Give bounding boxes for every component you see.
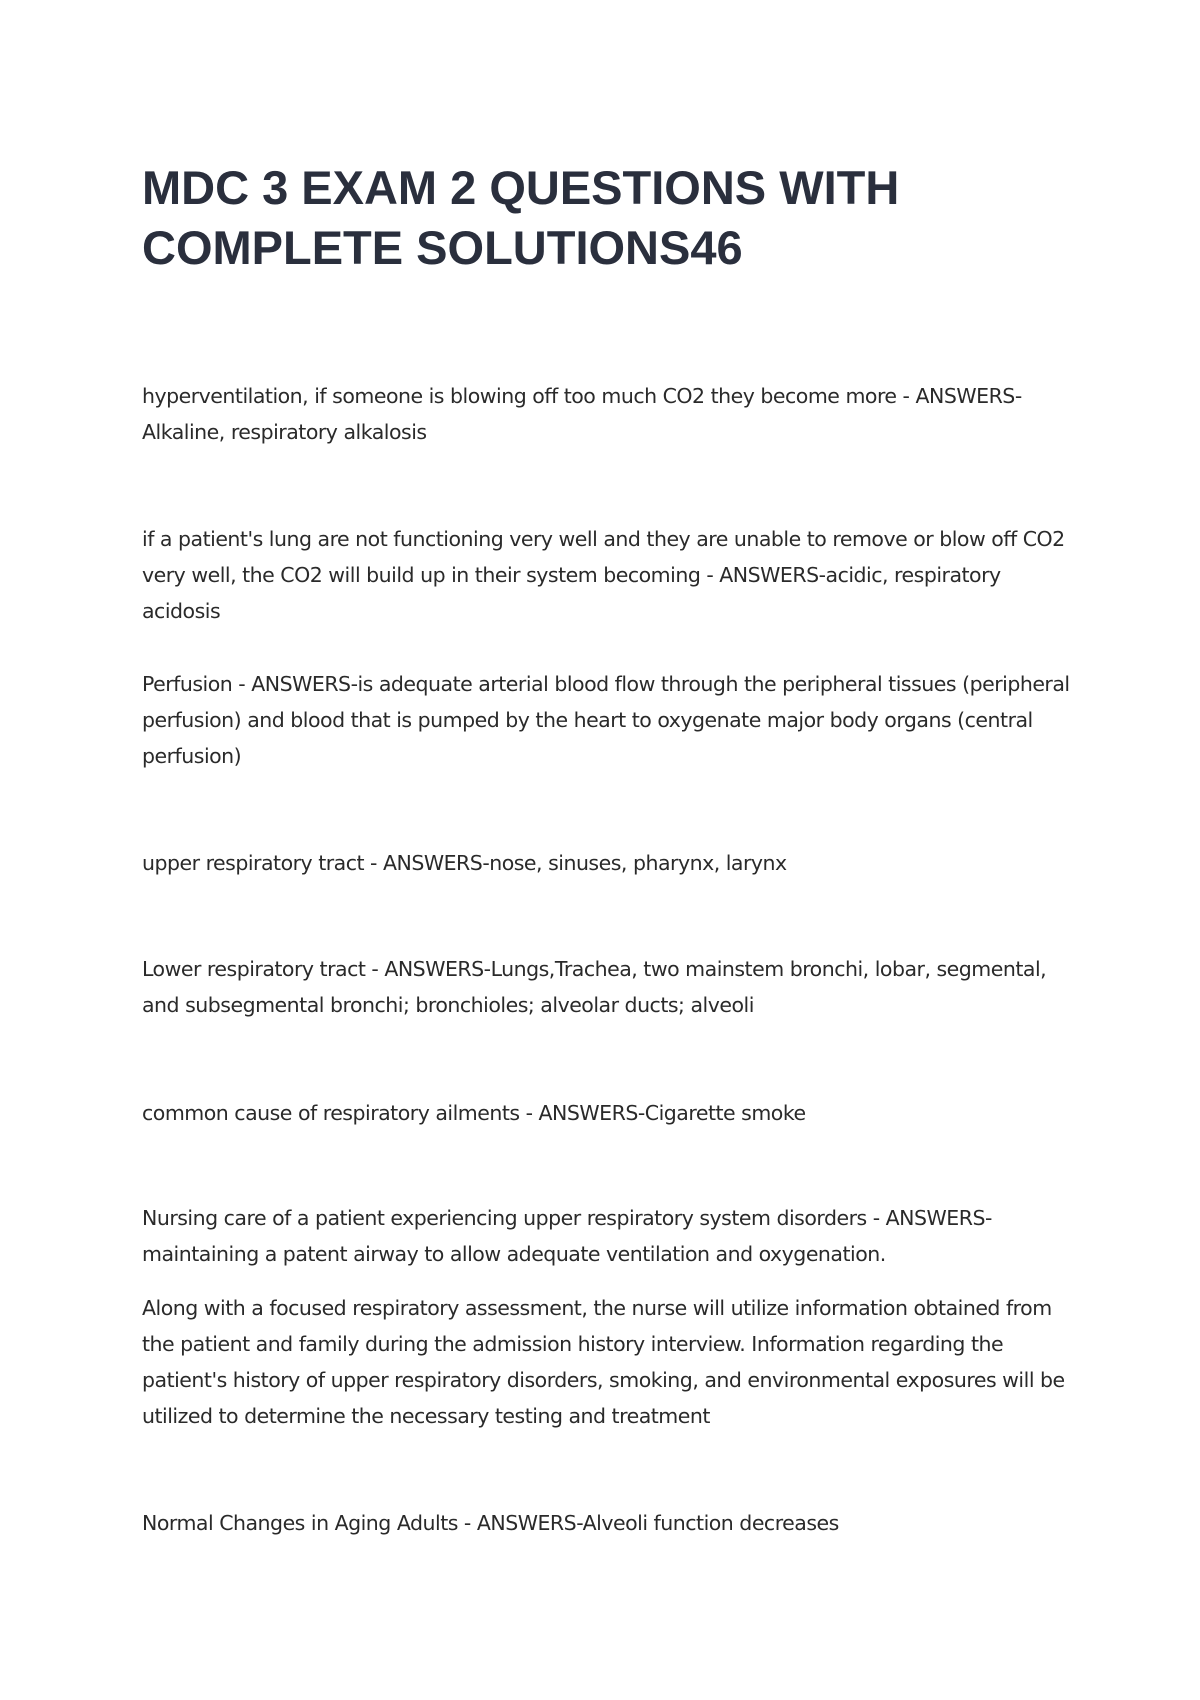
paragraph-common-cause: common cause of respiratory ailments - ANSWERS-Cigarette smoke: [142, 1101, 806, 1125]
paragraph-hyperventilation: hyperventilation, if someone is blowing off too much CO2 they become more - ANSWERS-Alkaline, respiratory alkalosis: [142, 384, 1022, 444]
paragraph-focused-assessment: Along with a focused respiratory assessment, the nurse will utilize information obtained from the patient and family during the admission history interview. Information regarding the patient's history of upper respiratory disorders, smoking, and environmental exposures will be utilized to determine the necessary testing and treatment: [142, 1296, 1065, 1428]
paragraph-nursing-care: Nursing care of a patient experiencing upper respiratory system disorders - ANSWERS-maintaining a patent airway to allow adequate ventilation and oxygenation.: [142, 1206, 992, 1266]
paragraph-perfusion: Perfusion - ANSWERS-is adequate arterial blood flow through the peripheral tissues (peripheral perfusion) and blood that is pumped by the heart to oxygenate major body organs (central perfusion): [142, 672, 1070, 768]
paragraph-lower-respiratory-tract: Lower respiratory tract - ANSWERS-Lungs,Trachea, two mainstem bronchi, lobar, segmental, and subsegmental bronchi; bronchioles; alveolar ducts; alveoli: [142, 957, 1047, 1017]
document-title: MDC 3 EXAM 2 QUESTIONS WITH COMPLETE SOLUTIONS46: [142, 161, 900, 274]
paragraph-upper-respiratory-tract: upper respiratory tract - ANSWERS-nose, sinuses, pharynx, larynx: [142, 851, 787, 875]
paragraph-lung-function: if a patient's lung are not functioning very well and they are unable to remove or blow off CO2 very well, the CO2 will build up in their system becoming - ANSWERS-acidic, respiratory acidosis: [142, 527, 1065, 623]
paragraph-aging-adults: Normal Changes in Aging Adults - ANSWERS-Alveoli function decreases: [142, 1511, 839, 1535]
